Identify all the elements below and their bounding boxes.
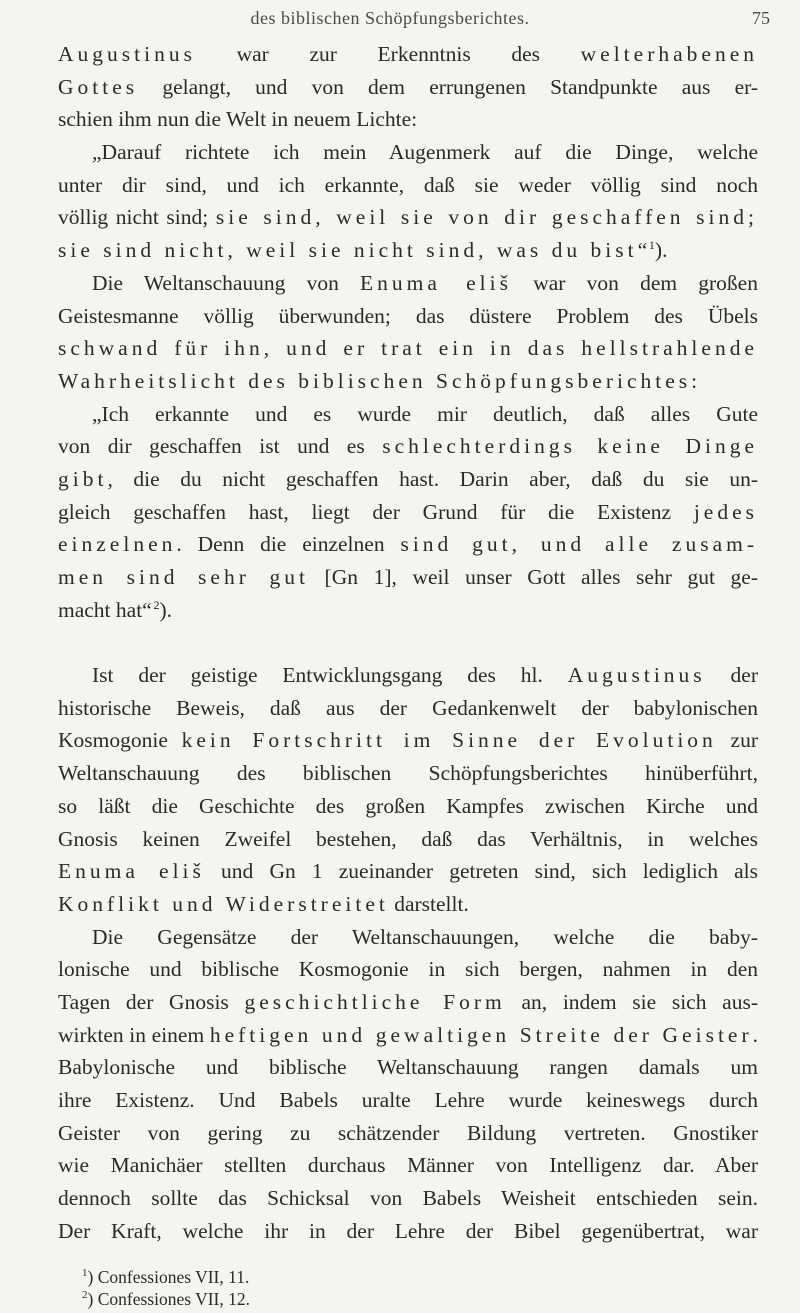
line-end: ). <box>159 597 173 622</box>
text-line: Die Gegensätze der Weltanschauungen, welche die baby- <box>92 924 758 949</box>
paragraph-gap <box>58 626 758 659</box>
text-line: Weltanschauung des biblischen Schöpfungsberichtes hinüberführt, <box>58 761 758 786</box>
text-line: einzelnen. Denn die einzelnen sind gut, und alle zusam- <box>58 532 759 557</box>
page-number: 75 <box>752 8 770 28</box>
text-line: sie sind nicht, weil sie nicht sind, was du bist“ <box>58 238 648 263</box>
running-title: des biblischen Schöpfungsberichtes. <box>250 8 530 28</box>
text-line: „Ich erkannte und es wurde mir deutlich, daß alles Gute <box>92 401 758 426</box>
text-line: Tagen der Gnosis geschichtliche Form an, indem sie sich aus- <box>58 989 758 1014</box>
text-line: lonische und biblische Kosmogonie in sich bergen, nahmen in den <box>58 957 758 982</box>
text-line: Konflikt und Widerstreitet darstellt. <box>58 891 469 916</box>
text-line: wirkten in einem heftigen und gewaltigen Streite der Geister. <box>58 1022 758 1047</box>
footnote-text: Confessiones VII, 12. <box>97 1289 251 1309</box>
text-line: Die Weltanschauung von Enuma eliš war von dem großen <box>92 270 758 295</box>
footnote <box>82 1288 682 1310</box>
text-line: Babylonische und biblische Weltanschauung rangen damals um <box>58 1055 758 1080</box>
text-line: Ist der geistige Entwicklungsgang des hl. Augustinus der <box>92 663 758 688</box>
text-line: Gnosis keinen Zweifel bestehen, daß das Verhältnis, in welches <box>58 826 758 851</box>
footnote-paren: ) <box>87 1267 94 1287</box>
text-line: macht hat“ <box>58 597 152 622</box>
running-header <box>60 8 800 34</box>
text-line: Geister von gering zu schätzender Bildung vertreten. Gnostiker <box>58 1120 758 1145</box>
text-line: gibt, die du nicht geschaffen hast. Darin aber, daß du sie un- <box>58 466 758 491</box>
text-line: wie Manichäer stellten durchaus Männer von Intelligenz dar. Aber <box>58 1153 758 1178</box>
footnote-mark: 2 <box>82 1289 88 1302</box>
text-line: Wahrheitslicht des biblischen Schöpfungsberichtes: <box>58 368 698 393</box>
text-line: von dir geschaffen ist und es schlechterdings keine Dinge <box>58 434 758 459</box>
text-line: Der Kraft, welche ihr in der Lehre der Bibel gegenübertrat, war <box>58 1218 758 1243</box>
text-line: men sind sehr gut [Gn 1], weil unser Gott alles sehr gut ge- <box>58 565 758 589</box>
text-line: so läßt die Geschichte des großen Kampfes zwischen Kirche und <box>58 793 758 818</box>
text-line: dennoch sollte das Schicksal von Babels Weisheit entschieden sein. <box>58 1186 758 1211</box>
text-line: Enuma eliš und Gn 1 zueinander getreten sind, sich lediglich als <box>58 859 758 884</box>
footnotes <box>82 1266 682 1310</box>
footnote-paren: ) <box>87 1289 94 1309</box>
text-line: Kosmogonie kein Fortschritt im Sinne der Evolution zur <box>58 728 758 753</box>
footnote-ref: 2 <box>153 597 160 612</box>
text-line: schien ihm nun die Welt in neuem Lichte: <box>58 107 418 132</box>
text-line: völlig nicht sind; sie sind, weil sie von dir geschaffen sind; <box>58 205 758 230</box>
text-line-with-note <box>58 594 758 627</box>
footnote-mark: 1 <box>82 1267 88 1280</box>
line-end: ). <box>654 238 668 263</box>
text-line: Gottes gelangt, und von dem errungenen Standpunkte aus er- <box>58 74 758 99</box>
footnote <box>82 1266 682 1288</box>
text-line: schwand für ihn, und er trat ein in das hellstrahlende <box>58 336 758 361</box>
text-line: Augustinus war zur Erkenntnis des welterhabenen <box>58 42 758 66</box>
body-text <box>58 38 758 1247</box>
text-line-with-note <box>58 234 758 267</box>
text-line: historische Beweis, daß aus der Gedankenwelt der babylonischen <box>58 695 758 720</box>
text-line: Geistesmanne völlig überwunden; das düstere Problem des Übels <box>58 303 758 328</box>
footnote-text: Confessiones VII, 11. <box>97 1267 250 1287</box>
text-line: gleich geschaffen hast, liegt der Grund für die Existenz jedes <box>58 499 758 524</box>
footnote-ref: 1 <box>648 237 655 252</box>
text-line: unter dir sind, und ich erkannte, daß sie weder völlig sind noch <box>58 172 758 197</box>
text-line: „Darauf richtete ich mein Augenmerk auf die Dinge, welche <box>92 140 758 165</box>
text-line: ihre Existenz. Und Babels uralte Lehre wurde keineswegs durch <box>58 1088 758 1112</box>
